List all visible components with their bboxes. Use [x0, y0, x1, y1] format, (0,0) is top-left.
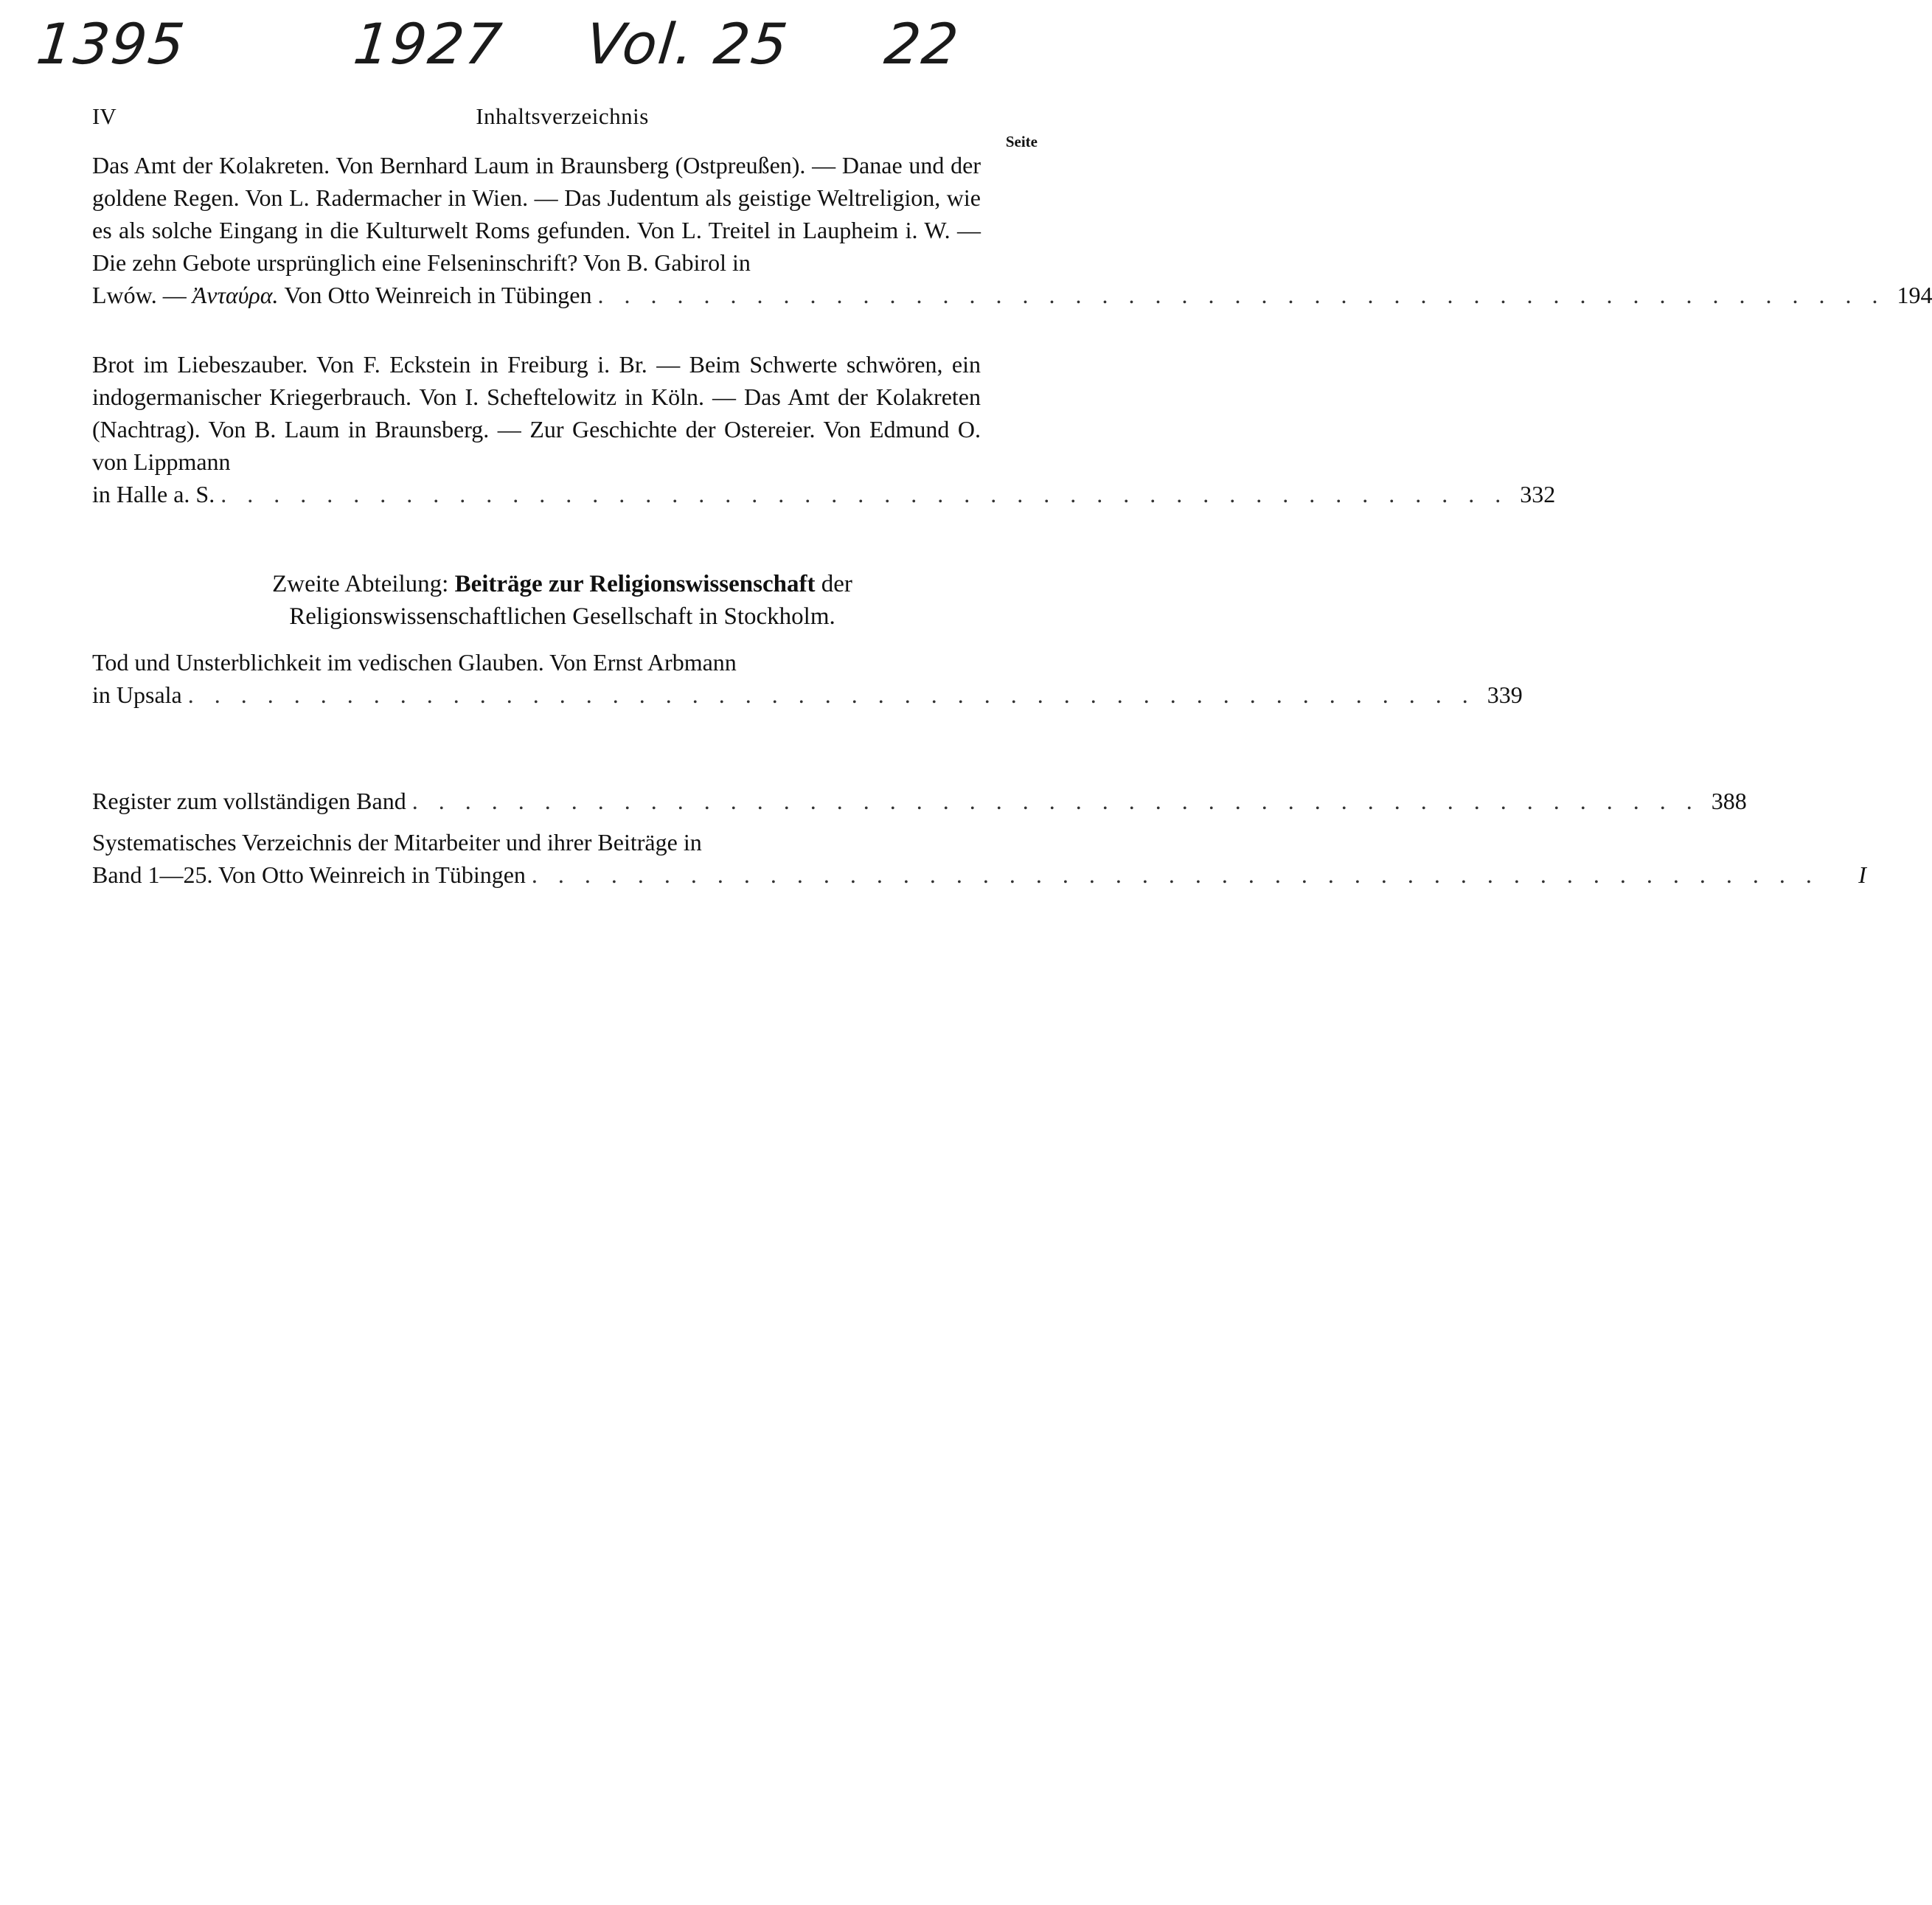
toc-entry-last-text: Band 1—25. Von Otto Weinreich in Tübingen [92, 861, 526, 888]
toc-entry-text: Systematisches Verzeichnis der Mitarbeiter und ihrer Beiträge in [92, 829, 702, 856]
page-number: IV [92, 103, 117, 129]
toc-entry-last-text: in Upsala [92, 681, 182, 708]
toc-entry-last-line [92, 478, 1556, 510]
toc-entry-last-line [92, 785, 1747, 817]
toc-entry-text: Tod und Unsterblichkeit im vedischen Glauben. Von Ernst Arbmann [92, 649, 737, 676]
page-title: Inhaltsverzeichnis [476, 103, 649, 129]
section-heading [92, 568, 1032, 633]
toc-entry-last-line [92, 858, 1866, 891]
handwritten-note-call-number: 1395 [33, 11, 190, 77]
leader-dots: . . . . . . . . . . . . . . . . . . . . . . . . . . . . . . . . . . . . . . . . . . . . . . . . . [411, 788, 1700, 814]
leader-dots: . . . . . . . . . . . . . . . . . . . . . . . . . . . . . . . . . . . . . . . . . . . . . . . . . [531, 861, 1819, 888]
toc-entry-last-line [92, 679, 1523, 711]
toc-entry [92, 149, 1932, 311]
leader-dots: . . . . . . . . . . . . . . . . . . . . . . . . . . . . . . . . . . . . . . . . . . . . . . . . . [220, 481, 1509, 507]
handwritten-note-number: 22 [881, 11, 963, 77]
toc-entry [92, 348, 1556, 510]
toc-page-number: 332 [1520, 481, 1556, 507]
toc-page-number: 194 [1897, 282, 1932, 308]
toc-entry [92, 826, 1866, 891]
section-heading-line2: Religionswissenschaftlichen Gesellschaft in Stockholm. [289, 603, 835, 630]
toc-entry-text: Brot im Liebeszauber. Von F. Eckstein in Freiburg i. Br. — Beim Schwerte schwören, ein indogermanischer Kriegerbrauch. Von I. Scheftelowitz in Köln. — Das Amt der Kolakreten (Nachtrag). Von B. Laum in Braunsberg. — Zur Geschichte der Ostereier. Von Edmund O. von Lippmann [92, 351, 981, 475]
toc-page-number: 339 [1487, 681, 1523, 708]
handwritten-note-year: 1927 [350, 11, 507, 77]
toc-entry [92, 646, 1523, 711]
toc-entry-text-prefix: Lwów. — [92, 282, 192, 308]
section-heading-prefix: Zweite Abteilung: [272, 571, 455, 597]
toc-page-number: I [1858, 861, 1866, 888]
section-heading-bold: Beiträge zur Religionswissenschaft [454, 571, 816, 597]
toc-entry-last-text: in Halle a. S. [92, 481, 215, 507]
seite-label: Seite [1005, 133, 1038, 150]
toc-entry-last-text: Register zum vollständigen Band [92, 788, 406, 814]
toc-entry-last-line [92, 279, 1932, 311]
leader-dots: . . . . . . . . . . . . . . . . . . . . . . . . . . . . . . . . . . . . . . . . . . . . . . . . . [187, 681, 1476, 708]
toc-entry-text-suffix: Von Otto Weinreich in Tübingen [278, 282, 592, 308]
greek-title: Ἀνταύρα. [192, 282, 279, 308]
toc-page-number: 388 [1711, 788, 1747, 814]
page-header [92, 103, 1032, 133]
leader-dots: . . . . . . . . . . . . . . . . . . . . . . . . . . . . . . . . . . . . . . . . . . . . . . . . . [597, 282, 1886, 308]
toc-entry-text: Das Amt der Kolakreten. Von Bernhard Laum in Braunsberg (Ostpreußen). — Danae und der goldene Regen. Von L. Radermacher in Wien. — Das Judentum als geistige Weltreligion, wie es als solche Eingang in die Kulturwelt Roms gefunden. Von L. Treitel in Laupheim i. W. — Die zehn Gebote ursprünglich eine Felseninschrift? Von B. Gabirol in [92, 152, 981, 276]
section-heading-suffix: der [815, 571, 852, 597]
toc-entry [92, 785, 1747, 817]
handwritten-note-volume: Vol. 25 [583, 11, 792, 77]
